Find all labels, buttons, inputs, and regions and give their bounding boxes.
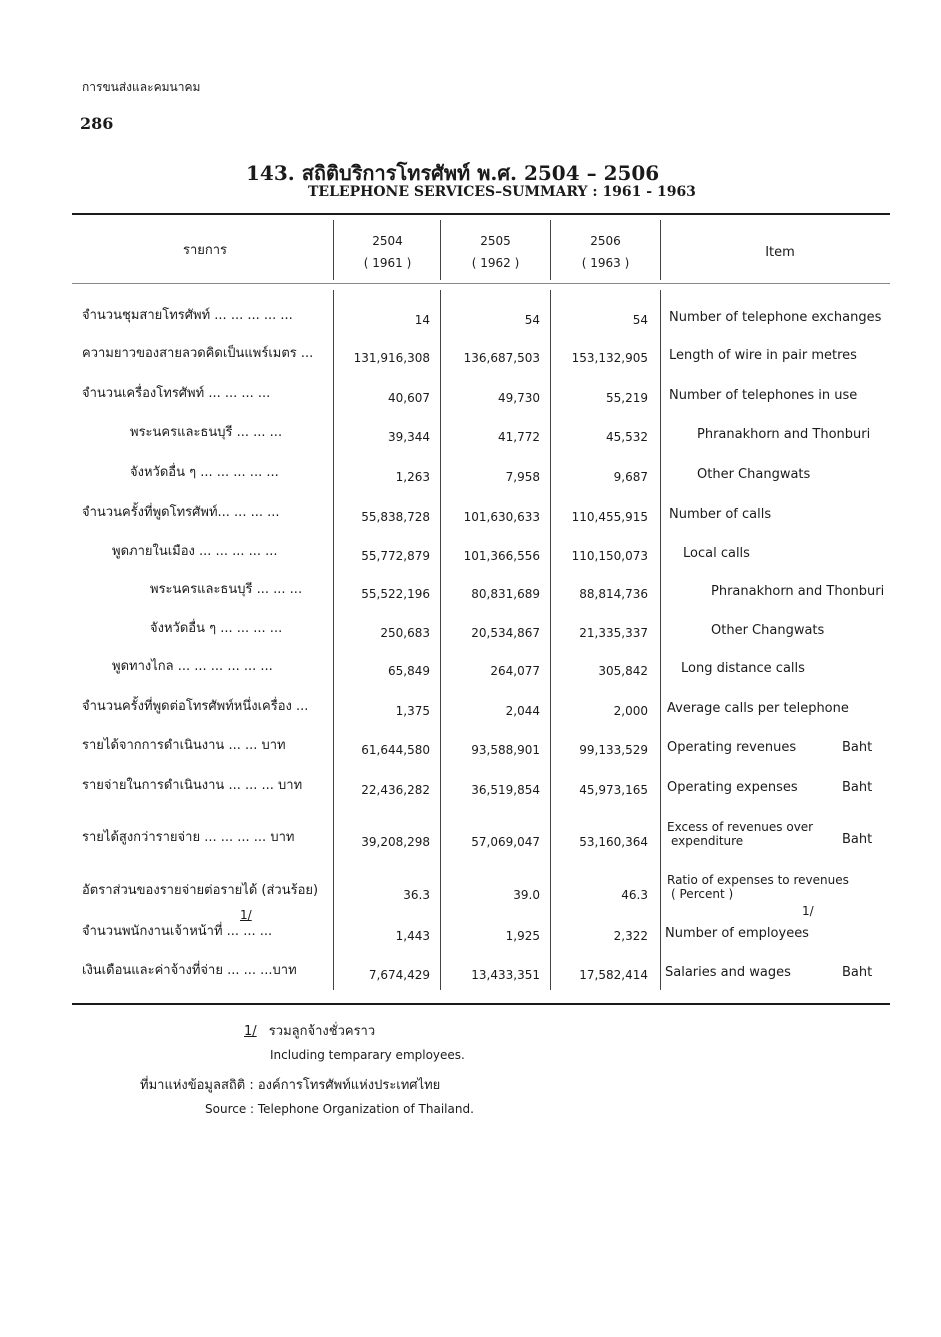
column-divider — [550, 220, 551, 280]
row-label-thai: พระนครและธนบุรี ... ... ... — [150, 582, 303, 597]
footnote-reference-thai: 1/ — [240, 908, 252, 922]
value-cell: 2,044 — [505, 704, 540, 718]
value-cell: 22,436,282 — [361, 783, 430, 797]
value-cell: 2,000 — [613, 704, 648, 718]
row-label-english: Phranakhorn and Thonburi — [697, 427, 871, 442]
row-label-thai: จังหวัดอื่น ๆ ... ... ... ... — [150, 621, 283, 636]
value-cell: 110,455,915 — [571, 510, 648, 524]
value-cell: 20,534,867 — [471, 626, 540, 640]
value-cell: 49,730 — [498, 391, 540, 405]
value-cell: 1,375 — [395, 704, 430, 718]
value-cell: 36,519,854 — [471, 783, 540, 797]
row-label-english: Average calls per telephone — [667, 701, 849, 716]
value-cell: 36.3 — [403, 888, 430, 902]
unit-label: Baht — [842, 780, 873, 795]
year-be: 2506 — [590, 234, 621, 248]
value-cell: 41,772 — [498, 430, 540, 444]
row-label-english-line2: ( Percent ) — [671, 887, 734, 901]
row-label-english: Excess of revenues over — [667, 820, 814, 834]
value-cell: 7,958 — [505, 470, 540, 484]
row-label-english: Other Changwats — [697, 467, 811, 482]
row-label-english: Long distance calls — [681, 661, 805, 676]
value-cell: 101,630,633 — [463, 510, 540, 524]
footnote-reference-english: 1/ — [802, 904, 814, 918]
footnote-note-thai: รวมลูกจ้างชั่วคราว — [268, 1024, 376, 1039]
header-bottom-rule — [72, 283, 890, 284]
value-cell: 93,588,901 — [471, 743, 540, 757]
source-thai: ที่มาแห่งข้อมูลสถิติ : องค์การโทรศัพท์แห่งประเทศไทย — [140, 1078, 441, 1093]
value-cell: 65,849 — [388, 664, 430, 678]
value-cell: 21,335,337 — [579, 626, 648, 640]
table-bottom-rule — [72, 1003, 890, 1005]
column-divider — [660, 220, 661, 280]
table-title-english: TELEPHONE SERVICES–SUMMARY : 1961 - 1963 — [308, 184, 696, 200]
value-cell: 153,132,905 — [571, 351, 648, 365]
row-label-thai: รายจ่ายในการดำเนินงาน ... ... ... บาท — [82, 778, 303, 793]
footnote-1 — [244, 1020, 375, 1041]
page-number: 286 — [80, 114, 114, 133]
value-cell: 55,772,879 — [361, 549, 430, 563]
value-cell: 45,532 — [606, 430, 648, 444]
value-cell: 7,674,429 — [368, 968, 430, 982]
row-label-english-line2: expenditure — [671, 834, 744, 848]
value-cell: 40,607 — [388, 391, 430, 405]
row-label-thai: จำนวนเครื่องโทรศัพท์ ... ... ... ... — [82, 386, 271, 401]
value-cell: 39.0 — [513, 888, 540, 902]
row-label-english: Length of wire in pair metres — [669, 348, 857, 363]
year-ce: ( 1963 ) — [581, 256, 630, 270]
header-item-thai: รายการ — [182, 243, 228, 258]
column-divider — [660, 290, 661, 990]
source-english: Source : Telephone Organization of Thailand. — [205, 1102, 474, 1116]
row-label-english: Number of telephone exchanges — [669, 310, 882, 325]
value-cell: 99,133,529 — [579, 743, 648, 757]
row-label-thai: จำนวนชุมสายโทรศัพท์ ... ... ... ... ... — [82, 308, 293, 323]
row-label-english: Phranakhorn and Thonburi — [711, 584, 885, 599]
value-cell: 13,433,351 — [471, 968, 540, 982]
value-cell: 54 — [632, 313, 648, 327]
value-cell: 1,925 — [505, 929, 540, 943]
value-cell: 9,687 — [613, 470, 648, 484]
value-cell: 88,814,736 — [579, 587, 648, 601]
year-ce: ( 1961 ) — [363, 256, 412, 270]
value-cell: 305,842 — [598, 664, 648, 678]
column-divider — [333, 220, 334, 280]
value-cell: 264,077 — [490, 664, 540, 678]
row-label-thai: จังหวัดอื่น ๆ ... ... ... ... ... — [130, 465, 279, 480]
column-divider — [440, 220, 441, 280]
row-label-english: Operating expenses — [667, 780, 798, 795]
value-cell: 14 — [414, 313, 430, 327]
row-label-english: Number of employees — [665, 926, 809, 941]
row-label-thai: จำนวนครั้งที่พูดโทรศัพท์... ... ... ... — [82, 505, 280, 520]
value-cell: 45,973,165 — [579, 783, 648, 797]
row-label-english: Number of telephones in use — [669, 388, 858, 403]
row-label-thai: ความยาวของสายลวดคิดเป็นแพร์เมตร ... — [82, 346, 314, 361]
value-cell: 2,322 — [613, 929, 648, 943]
value-cell: 54 — [524, 313, 540, 327]
value-cell: 17,582,414 — [579, 968, 648, 982]
table-number: 143. — [246, 161, 295, 185]
value-cell: 131,916,308 — [353, 351, 430, 365]
footnote-mark: 1/ — [244, 1024, 257, 1039]
value-cell: 55,522,196 — [361, 587, 430, 601]
row-label-thai: อัตราส่วนของรายจ่ายต่อรายได้ (ส่วนร้อย) — [82, 883, 319, 898]
year-be: 2504 — [372, 234, 403, 248]
row-label-thai: จำนวนครั้งที่พูดต่อโทรศัพท์หนึ่งเครื่อง ... — [82, 699, 309, 714]
table-top-rule — [72, 213, 890, 215]
year-ce: ( 1962 ) — [471, 256, 520, 270]
header-year-3 — [558, 230, 653, 274]
value-cell: 101,366,556 — [463, 549, 540, 563]
row-label-thai: รายได้จากการดำเนินงาน ... ... บาท — [82, 738, 286, 753]
running-head: การขนส่งและคมนาคม — [82, 80, 201, 94]
unit-label: Baht — [842, 965, 873, 980]
value-cell: 80,831,689 — [471, 587, 540, 601]
header-year-1 — [340, 230, 435, 274]
value-cell: 53,160,364 — [579, 835, 648, 849]
value-cell: 61,644,580 — [361, 743, 430, 757]
row-label-thai: พูดภายในเมือง ... ... ... ... ... — [112, 544, 278, 559]
row-label-english: Number of calls — [669, 507, 772, 522]
value-cell: 55,838,728 — [361, 510, 430, 524]
value-cell: 39,344 — [388, 430, 430, 444]
row-label-thai: รายได้สูงกว่ารายจ่าย ... ... ... ... บาท — [82, 830, 295, 845]
row-label-english: Ratio of expenses to revenues — [667, 873, 849, 887]
value-cell: 110,150,073 — [571, 549, 648, 563]
row-label-thai: จำนวนพนักงานเจ้าหน้าที่ ... ... ... — [82, 924, 273, 939]
value-cell: 250,683 — [380, 626, 430, 640]
unit-label: Baht — [842, 832, 873, 847]
footnote-note-english: Including temparary employees. — [270, 1048, 465, 1062]
value-cell: 57,069,047 — [471, 835, 540, 849]
row-label-english: Salaries and wages — [665, 965, 791, 980]
value-cell: 39,208,298 — [361, 835, 430, 849]
row-label-thai: พูดทางไกล ... ... ... ... ... ... — [112, 659, 273, 674]
value-cell: 136,687,503 — [463, 351, 540, 365]
row-label-english: Operating revenues — [667, 740, 797, 755]
unit-label: Baht — [842, 740, 873, 755]
value-cell: 1,443 — [395, 929, 430, 943]
year-be: 2505 — [480, 234, 511, 248]
row-label-thai: เงินเดือนและค่าจ้างที่จ่าย ... ... ...บาท — [82, 963, 297, 978]
header-year-2 — [448, 230, 543, 274]
row-label-english: Local calls — [683, 546, 750, 561]
header-item-english: Item — [765, 245, 795, 260]
row-label-english: Other Changwats — [711, 623, 825, 638]
value-cell: 55,219 — [606, 391, 648, 405]
title-thai-text: สถิติบริการโทรศัพท์ พ.ศ. 2504 – 2506 — [301, 161, 660, 185]
value-cell: 46.3 — [621, 888, 648, 902]
row-label-thai: พระนครและธนบุรี ... ... ... — [130, 425, 283, 440]
value-cell: 1,263 — [395, 470, 430, 484]
